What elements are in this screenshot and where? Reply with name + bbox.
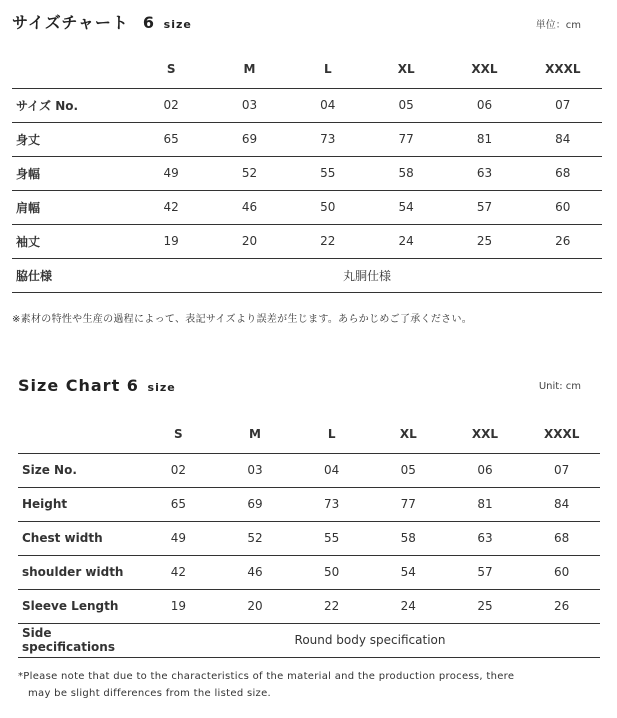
row-label: Side specifications: [18, 623, 140, 657]
cell: 55: [289, 156, 367, 190]
en-size-header: XL: [370, 415, 447, 453]
table-row: [12, 156, 602, 190]
jp-size-header-row: [12, 50, 602, 88]
cell: 07: [523, 453, 600, 487]
row-label: 袖丈: [12, 224, 132, 258]
cell: 04: [289, 88, 367, 122]
en-note-line1: *Please note that due to the characteristics of the material and the production process, there: [18, 671, 515, 682]
cell: 49: [132, 156, 210, 190]
en-disclaimer-note: [18, 668, 593, 702]
cell: 02: [140, 453, 217, 487]
cell: 58: [367, 156, 445, 190]
jp-corner-cell: [12, 50, 132, 88]
jp-title: [12, 10, 192, 33]
table-row: [18, 453, 600, 487]
jp-size-header: XXL: [445, 50, 523, 88]
table-row-side-spec: [18, 623, 600, 657]
en-size-header: L: [293, 415, 370, 453]
en-size-header: M: [217, 415, 294, 453]
row-label: サイズ No.: [12, 88, 132, 122]
table-row-side-spec: [12, 258, 602, 292]
en-note-line2: may be slight differences from the listed size.: [28, 688, 272, 699]
cell: 57: [445, 190, 523, 224]
cell: 81: [447, 487, 524, 521]
en-unit-label: Unit: cm: [538, 381, 581, 392]
cell: 50: [289, 190, 367, 224]
cell: 05: [367, 88, 445, 122]
cell: 52: [217, 521, 294, 555]
row-label: 身丈: [12, 122, 132, 156]
row-label: Sleeve Length: [18, 589, 140, 623]
cell: 84: [523, 487, 600, 521]
en-header: [0, 362, 617, 402]
jp-size-word: size: [163, 18, 192, 31]
table-row: [12, 224, 602, 258]
jp-disclaimer-note: ※素材の特性や生産の過程によって、表記サイズより誤差が生じます。あらかじめご了承ください。: [12, 314, 473, 325]
cell: 58: [370, 521, 447, 555]
cell: 77: [367, 122, 445, 156]
jp-size-header: S: [132, 50, 210, 88]
en-title-text: Size Chart: [18, 376, 121, 395]
cell: 84: [524, 122, 602, 156]
en-size-table: [18, 415, 600, 658]
cell: 42: [132, 190, 210, 224]
cell: 55: [293, 521, 370, 555]
row-label: Height: [18, 487, 140, 521]
en-size-header: XXL: [447, 415, 524, 453]
cell: 03: [210, 88, 288, 122]
jp-size-header: M: [210, 50, 288, 88]
cell: 54: [367, 190, 445, 224]
cell: 20: [217, 589, 294, 623]
cell: 22: [293, 589, 370, 623]
cell: 24: [370, 589, 447, 623]
cell: 63: [447, 521, 524, 555]
side-spec-value: Round body specification: [140, 623, 600, 657]
jp-unit-label: 単位：cm: [535, 20, 581, 31]
cell: 73: [289, 122, 367, 156]
cell: 69: [217, 487, 294, 521]
cell: 77: [370, 487, 447, 521]
cell: 46: [217, 555, 294, 589]
cell: 63: [445, 156, 523, 190]
side-spec-value: 丸胴仕様: [132, 258, 602, 292]
table-row: [12, 88, 602, 122]
jp-size-header: L: [289, 50, 367, 88]
cell: 50: [293, 555, 370, 589]
cell: 22: [289, 224, 367, 258]
cell: 25: [447, 589, 524, 623]
row-label: 脇仕様: [12, 258, 132, 292]
cell: 05: [370, 453, 447, 487]
cell: 52: [210, 156, 288, 190]
cell: 49: [140, 521, 217, 555]
en-corner-cell: [18, 415, 140, 453]
cell: 60: [523, 555, 600, 589]
cell: 03: [217, 453, 294, 487]
jp-size-chart-section: [0, 0, 617, 325]
cell: 02: [132, 88, 210, 122]
cell: 73: [293, 487, 370, 521]
cell: 57: [447, 555, 524, 589]
table-row: [12, 190, 602, 224]
en-size-chart-section: [0, 362, 617, 699]
table-row: [18, 487, 600, 521]
cell: 60: [524, 190, 602, 224]
cell: 19: [132, 224, 210, 258]
cell: 25: [445, 224, 523, 258]
row-label: Chest width: [18, 521, 140, 555]
jp-size-count: 6: [142, 13, 156, 32]
en-title: [18, 376, 176, 395]
table-row: [18, 521, 600, 555]
jp-size-header: XL: [367, 50, 445, 88]
en-size-word: size: [147, 381, 176, 394]
en-size-header-row: [18, 415, 600, 453]
row-label: Size No.: [18, 453, 140, 487]
cell: 04: [293, 453, 370, 487]
table-row: [18, 589, 600, 623]
table-row: [12, 122, 602, 156]
cell: 65: [140, 487, 217, 521]
cell: 20: [210, 224, 288, 258]
cell: 81: [445, 122, 523, 156]
cell: 54: [370, 555, 447, 589]
row-label: 身幅: [12, 156, 132, 190]
jp-header: [0, 0, 617, 40]
row-label: shoulder width: [18, 555, 140, 589]
table-row: [18, 555, 600, 589]
cell: 68: [524, 156, 602, 190]
cell: 46: [210, 190, 288, 224]
cell: 26: [524, 224, 602, 258]
row-label: 肩幅: [12, 190, 132, 224]
jp-title-text: サイズチャート: [12, 13, 129, 32]
cell: 24: [367, 224, 445, 258]
jp-size-table: [12, 50, 602, 293]
en-size-count: 6: [126, 376, 139, 395]
cell: 65: [132, 122, 210, 156]
en-size-header: S: [140, 415, 217, 453]
cell: 69: [210, 122, 288, 156]
en-size-header: XXXL: [523, 415, 600, 453]
cell: 06: [447, 453, 524, 487]
jp-size-header: XXXL: [524, 50, 602, 88]
cell: 07: [524, 88, 602, 122]
cell: 19: [140, 589, 217, 623]
cell: 06: [445, 88, 523, 122]
cell: 68: [523, 521, 600, 555]
cell: 26: [523, 589, 600, 623]
cell: 42: [140, 555, 217, 589]
